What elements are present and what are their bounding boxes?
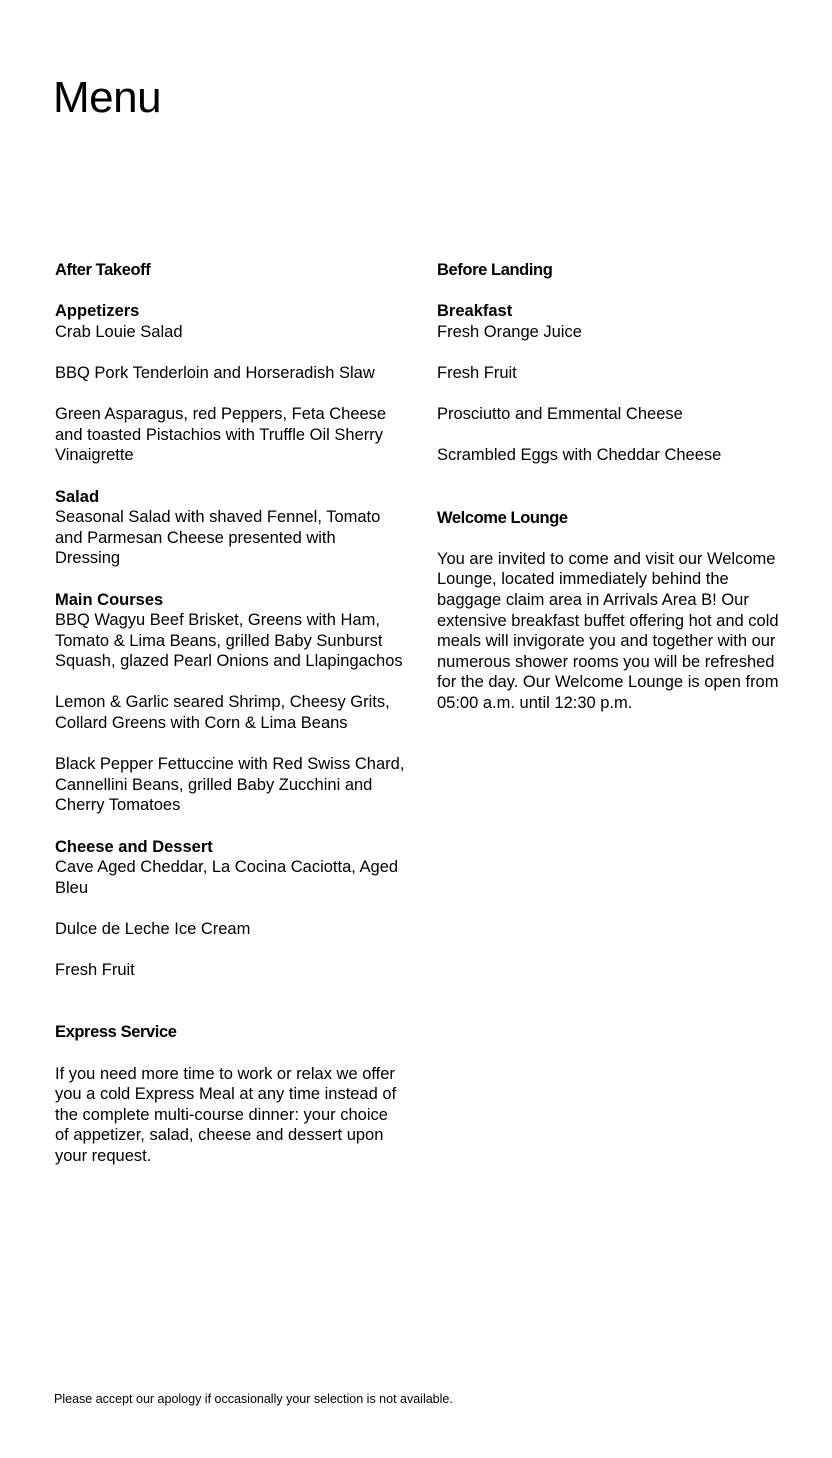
menu-item: Fresh Orange Juice [437, 322, 582, 341]
menu-item: Crab Louie Salad [55, 322, 183, 341]
after-takeoff-heading: After Takeoff [55, 261, 151, 279]
category-heading: Breakfast [437, 302, 513, 321]
express-service-text: If you need more time to work or relax we offer you a cold Express Meal at any time instead of the complete multi-course dinner: your choice of appetizer, salad, cheese and dessert upon your request. [55, 1064, 397, 1165]
menu-item: Seasonal Salad with shaved Fennel, Tomato and Parmesan Cheese presented with Dressing [55, 508, 381, 568]
menu-item: Fresh Fruit [437, 363, 517, 382]
category-breakfast [437, 301, 797, 466]
spacer [55, 1001, 405, 1022]
category-main-courses [55, 590, 405, 817]
before-landing-heading: Before Landing [437, 261, 553, 279]
spacer [437, 487, 797, 508]
menu-item: Green Asparagus, red Peppers, Feta Cheese and toasted Pistachios with Truffle Oil Sherry Vinaigrette [55, 405, 387, 465]
menu-item: BBQ Pork Tenderloin and Horseradish Slaw [55, 363, 375, 382]
express-service-heading: Express Service [55, 1023, 177, 1042]
menu-item: Dulce de Leche Ice Cream [55, 920, 251, 938]
page-title: Menu [53, 73, 162, 122]
category-cheese-dessert [55, 837, 405, 981]
menu-item: Black Pepper Fettuccine with Red Swiss Chard, Cannellini Beans, grilled Baby Zucchini and Cherry Tomatoes [55, 755, 405, 815]
menu-item: Scrambled Eggs with Cheddar Cheese [437, 446, 722, 465]
category-salad [55, 487, 405, 569]
category-heading: Salad [55, 487, 100, 506]
category-heading: Cheese and Dessert [55, 837, 213, 856]
welcome-lounge-heading: Welcome Lounge [437, 508, 568, 527]
availability-footnote: Please accept our apology if occasionally your selection is not available. [54, 1392, 453, 1406]
menu-item: Fresh Fruit [55, 961, 135, 980]
menu-item: BBQ Wagyu Beef Brisket, Greens with Ham, Tomato & Lima Beans, grilled Baby Sunburst Squash, glazed Pearl Onions and Llapingachos [55, 611, 403, 671]
after-takeoff-column [55, 260, 405, 1167]
menu-item: Lemon & Garlic seared Shrimp, Cheesy Grits, Collard Greens with Corn & Lima Beans [55, 693, 390, 733]
welcome-lounge-text: You are invited to come and visit our Welcome Lounge, located immediately behind the baggage claim area in Arrivals Area B! Our extensive breakfast buffet offering hot and cold meals will invigorate you and together with our numerous shower rooms you will be refreshed for the day. Our Welcome Lounge is open from 05:00 a.m. until 12:30 p.m. [437, 549, 779, 712]
category-heading: Appetizers [55, 302, 140, 321]
menu-item: Cave Aged Cheddar, La Cocina Caciotta, Aged Bleu [55, 858, 399, 897]
menu-item: Prosciutto and Emmental Cheese [437, 405, 683, 424]
category-appetizers [55, 301, 405, 466]
category-heading: Main Courses [55, 590, 164, 609]
before-landing-column [437, 260, 797, 713]
